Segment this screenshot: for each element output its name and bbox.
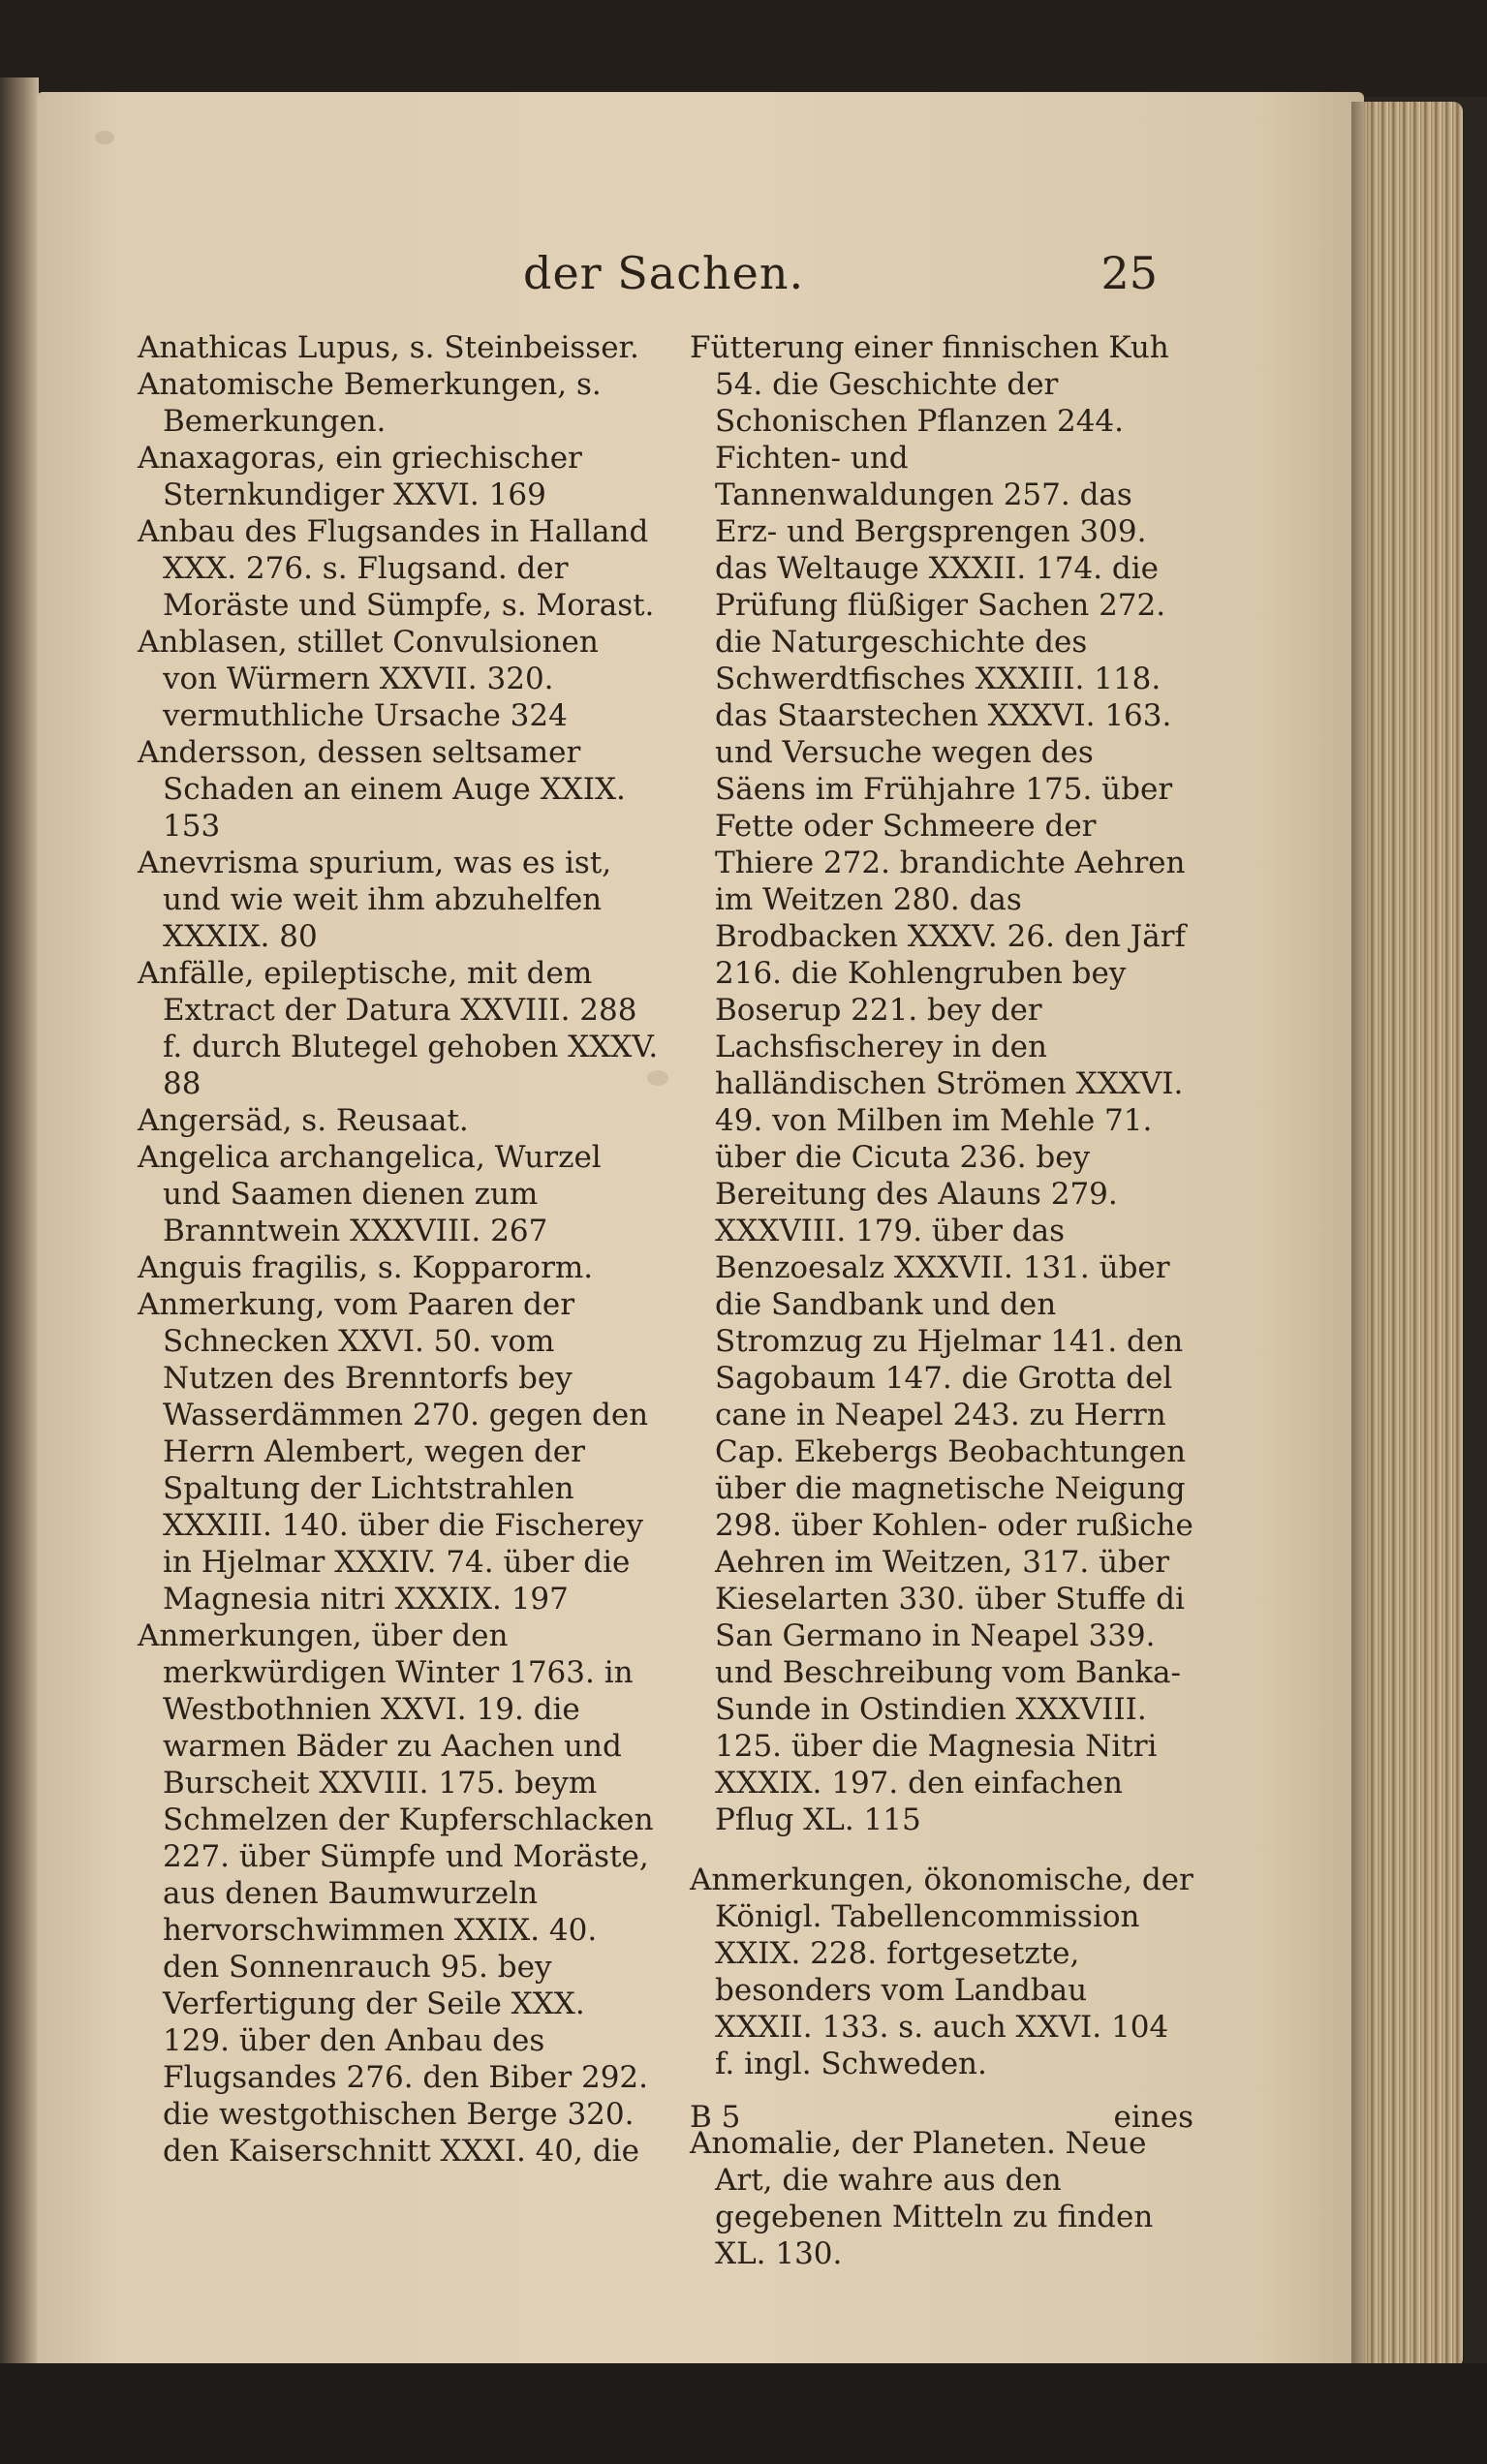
- index-entry-continued: Fütterung einer finnischen Kuh 54. die Geschichte der Schonischen Pflanzen 244. Fichten- und Tannenwaldungen 257. das Erz- und Bergsprengen 309. das Weltauge XXXII. 174. die Prüfung flüßiger Sachen 272. die Naturgeschichte des Schwerdtfisches XXXIII. 118. das Staarstechen XXXVI. 163. und Versuche wegen des Säens im Frühjahre 175. über Fette oder Schmeere der Thiere 272. brandichte Aehren im Weitzen 280. das Brodbacken XXXV. 26. den Järf 216. die Kohlengruben bey Boserup 221. bey der Lachsfischerey in den halländischen Strömen XXXVI. 49. von Milben im Mehle 71. über die Cicuta 236. bey Bereitung des Alauns 279. XXXVIII. 179. über das Benzoesalz XXXVII. 131. über die Sandbank und den Stromzug zu Hjelmar 141. den Sagobaum 147. die Grotta del cane in Neapel 243. zu Herrn Cap. Ekebergs Beobachtungen über die magnetische Neigung 298. über Kohlen- oder rußiche Aehren im Weitzen, 317. über Kieselarten 330. über Stuffe di San Germano in Neapel 339. und Beschreibung vom Banka-Sunde in Ostindien XXXVIII. 125. über die Magnesia Nitri XXXIX. 197. den einfachen Pflug XL. 115: [690, 330, 1193, 1837]
- page-edge-shadow: [1351, 102, 1371, 2368]
- running-title: der Sachen.: [523, 247, 805, 299]
- index-entry: Anmerkungen, ökonomische, der Königl. Tabellencommission XXIX. 228. fortgesetzte, besonders vom Landbau XXXII. 133. s. auch XXVI. 104 f. ingl. Schweden.: [690, 1863, 1193, 2081]
- paper-stain: [95, 131, 114, 144]
- index-entry: Anbau des Flugsandes in Halland XXX. 276. s. Flugsand. der Moräste und Sümpfe, s. Morast.: [138, 514, 655, 623]
- index-entry: Anevrisma spurium, was es ist, und wie weit ihm abzuhelfen XXXIX. 80: [138, 846, 612, 954]
- index-entry: Andersson, dessen seltsamer Schaden an einem Auge XXIX. 153: [138, 735, 626, 844]
- signature-mark: B 5: [690, 2100, 741, 2135]
- left-column: [138, 329, 661, 2170]
- index-entry: Anguis fragilis, s. Kopparorm.: [138, 1250, 594, 1285]
- index-entry: Anfälle, epileptische, mit dem Extract der Datura XXVIII. 288 f. durch Blutegel gehoben XXXV. 88: [138, 956, 659, 1101]
- index-entry: Anomalie, der Planeten. Neue Art, die wahre aus den gegebenen Mitteln zu finden XL. 130.: [690, 2126, 1154, 2271]
- index-entry: Anblasen, stillet Convulsionen von Würmern XXVII. 320. vermuthliche Ursache 324: [138, 625, 599, 733]
- page-block-edges: [1356, 102, 1463, 2368]
- scan-background-bottom: [0, 2363, 1487, 2464]
- index-entry: Anatomische Bemerkungen, s. Bemerkungen.: [138, 367, 602, 439]
- index-entry: Angersäd, s. Reusaat.: [138, 1103, 469, 1138]
- facing-page-edge: [0, 77, 39, 2383]
- right-column: [690, 329, 1193, 2272]
- index-entry: Anmerkungen, über den merkwürdigen Winter 1763. in Westbothnien XXVI. 19. die warmen Bäder zu Aachen und Burscheit XXVIII. 175. beym Schmelzen der Kupferschlacken 227. über Sümpfe und Moräste, aus denen Baumwurzeln hervorschwimmen XXIX. 40. den Sonnenrauch 95. bey Verfertigung der Seile XXX. 129. über den Anbau des Flugsandes 276. den Biber 292. die westgothischen Berge 320. den Kaiserschnitt XXXI. 40, die: [138, 1618, 654, 2169]
- scan-background-top: [0, 0, 1487, 97]
- page-footer: [690, 2100, 1193, 2142]
- running-header: [136, 247, 1158, 315]
- index-entry: Anaxagoras, ein griechischer Sternkundiger XXVI. 169: [138, 441, 582, 512]
- catchword: eines: [1113, 2100, 1193, 2135]
- page-number: 25: [1100, 247, 1158, 299]
- index-entry: Angelica archangelica, Wurzel und Saamen dienen zum Branntwein XXXVIII. 267: [138, 1140, 602, 1248]
- index-entry: Anmerkung, vom Paaren der Schnecken XXVI. 50. vom Nutzen des Brenntorfs bey Wasserdämmen 270. gegen den Herrn Alembert, wegen der Spaltung der Lichtstrahlen XXXIII. 140. über die Fischerey in Hjelmar XXXIV. 74. über die Magnesia nitri XXXIX. 197: [138, 1287, 649, 1617]
- index-entry: Anathicas Lupus, s. Steinbeisser.: [138, 330, 639, 365]
